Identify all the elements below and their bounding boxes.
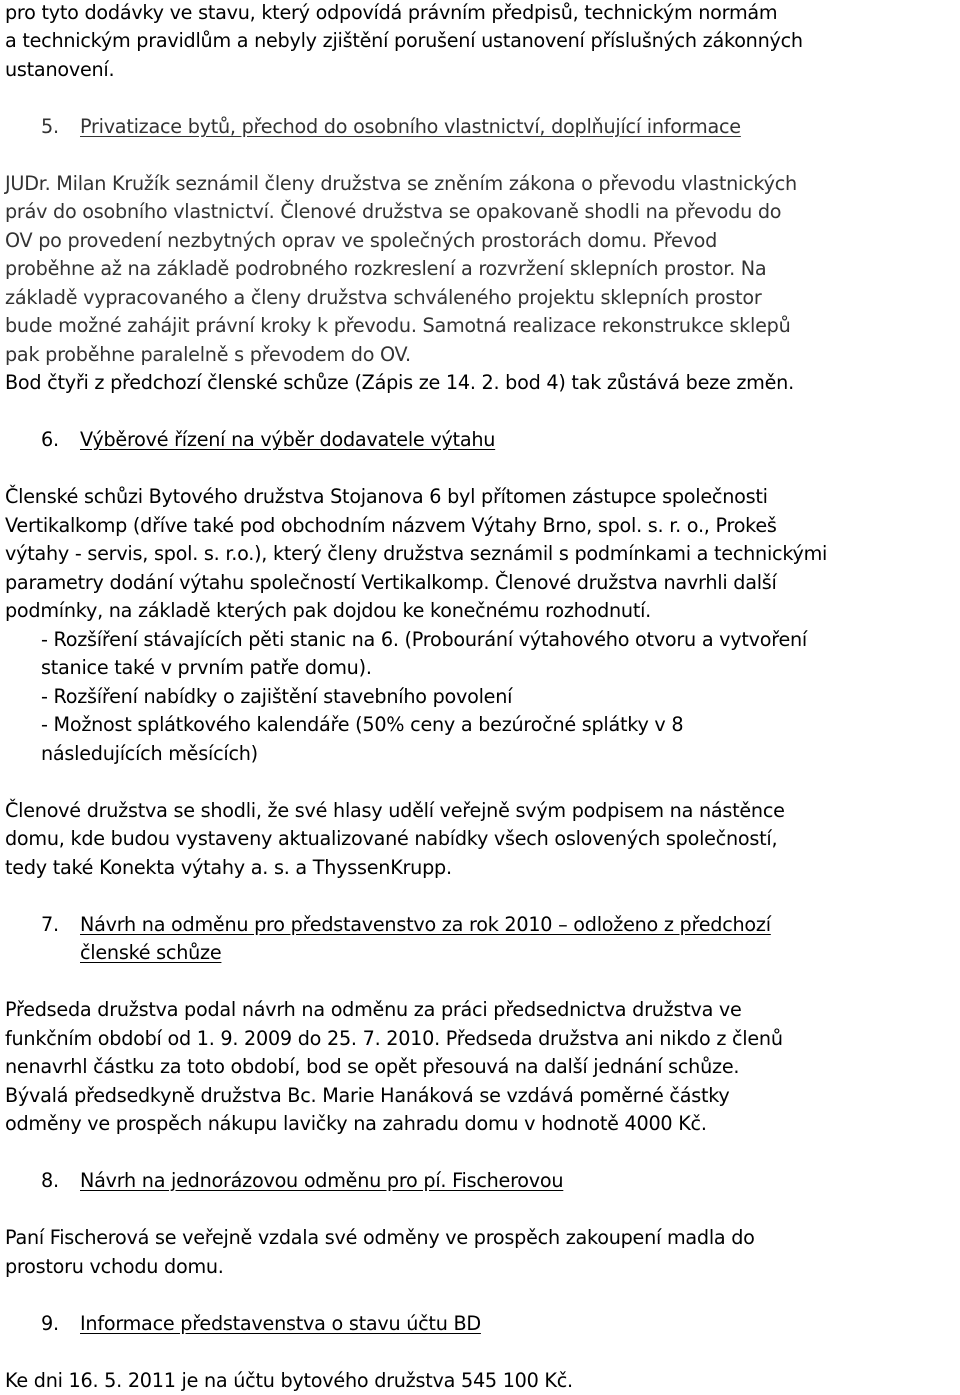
- intro-line: pro tyto dodávky ve stavu, který odpovídá právním předpisů, technickým normám: [5, 1, 778, 24]
- section-5-line: pak proběhne paralelně s převodem do OV.: [5, 343, 411, 366]
- bullet-item: následujících měsících): [41, 742, 258, 765]
- section-6-line: podmínky, na základě kterých pak dojdou ke konečnému rozhodnutí.: [5, 599, 652, 622]
- section-7-line: funkčním období od 1. 9. 2009 do 25. 7. 2010. Předseda družstva ani nikdo z členů: [5, 1027, 783, 1050]
- section-7-line: nenavrhl částku za toto období, bod se opět přesouvá na další jednání schůze.: [5, 1055, 740, 1078]
- section-6-line: výtahy - servis, spol. s. r.o.), který členy družstva seznámil s podmínkami a technickými: [5, 542, 828, 565]
- section-6-number: 6.: [41, 428, 59, 451]
- section-5-line: OV po provedení nezbytných oprav ve společných prostorách domu. Převod: [5, 229, 718, 252]
- section-5-line: základě vypracovaného a členy družstva schváleného projektu sklepních prostor: [5, 286, 762, 309]
- bullet-item: - Možnost splátkového kalendáře (50% ceny a bezúročné splátky v 8: [41, 713, 684, 736]
- intro-line: a technickým pravidlům a nebyly zjištění porušení ustanovení příslušných zákonných: [5, 29, 803, 52]
- bullet-item: - Rozšíření nabídky o zajištění stavebního povolení: [41, 685, 513, 708]
- section-7-heading-cont: členské schůze: [80, 941, 222, 964]
- section-7-line: Bývalá předsedkyně družstva Bc. Marie Hanáková se vzdává poměrné částky: [5, 1084, 730, 1107]
- section-5-line: práv do osobního vlastnictví. Členové družstva se opakovaně shodli na převodu do: [5, 200, 782, 223]
- section-6-line: Členové družstva se shodli, že své hlasy udělí veřejně svým podpisem na nástěnce: [5, 799, 785, 822]
- section-8-number: 8.: [41, 1169, 59, 1192]
- section-8-heading: Návrh na jednorázovou odměnu pro pí. Fischerovou: [80, 1169, 564, 1192]
- section-5-line: bude možné zahájit právní kroky k převodu. Samotná realizace rekonstrukce sklepů: [5, 314, 791, 337]
- section-5-line: proběhne až na základě podrobného rozkreslení a rozvržení sklepních prostor. Na: [5, 257, 767, 280]
- section-7-number: 7.: [41, 913, 59, 936]
- section-6-line: parametry dodání výtahu společností Vertikalkomp. Členové družstva navrhli další: [5, 571, 777, 594]
- section-9-number: 9.: [41, 1312, 59, 1335]
- section-6-line: domu, kde budou vystaveny aktualizované nabídky všech oslovených společností,: [5, 827, 778, 850]
- section-8-line: Paní Fischerová se veřejně vzdala své odměny ve prospěch zakoupení madla do: [5, 1226, 755, 1249]
- section-6-line: Vertikalkomp (dříve také pod obchodním názvem Výtahy Brno, spol. s. r. o., Prokeš: [5, 514, 777, 537]
- section-5-number: 5.: [41, 115, 59, 138]
- intro-line: ustanovení.: [5, 58, 115, 81]
- bullet-item: stanice také v prvním patře domu).: [41, 656, 372, 679]
- section-7-heading: Návrh na odměnu pro představenstvo za rok 2010 – odloženo z předchozí: [80, 913, 771, 936]
- section-6-line: Členské schůzi Bytového družstva Stojanova 6 byl přítomen zástupce společnosti: [5, 485, 768, 508]
- section-6-heading: Výběrové řízení na výběr dodavatele výtahu: [80, 428, 496, 451]
- section-7-line: odměny ve prospěch nákupu lavičky na zahradu domu v hodnotě 4000 Kč.: [5, 1112, 707, 1135]
- section-7-line: Předseda družstva podal návrh na odměnu za práci předsednictva družstva ve: [5, 998, 742, 1021]
- section-5-heading: Privatizace bytů, přechod do osobního vlastnictví, doplňující informace: [80, 115, 741, 138]
- section-9-heading: Informace představenstva o stavu účtu BD: [80, 1312, 481, 1335]
- section-5-line: Bod čtyři z předchozí členské schůze (Zápis ze 14. 2. bod 4) tak zůstává beze změn.: [5, 371, 794, 394]
- section-8-line: prostoru vchodu domu.: [5, 1255, 224, 1278]
- section-6-line: tedy také Konekta výtahy a. s. a ThyssenKrupp.: [5, 856, 452, 879]
- section-5-line: JUDr. Milan Kružík seznámil členy družstva se zněním zákona o převodu vlastnických: [5, 172, 797, 195]
- bullet-item: - Rozšíření stávajících pěti stanic na 6. (Probourání výtahového otvoru a vytvoření: [41, 628, 808, 651]
- section-9-line: Ke dni 16. 5. 2011 je na účtu bytového družstva 545 100 Kč.: [5, 1369, 573, 1392]
